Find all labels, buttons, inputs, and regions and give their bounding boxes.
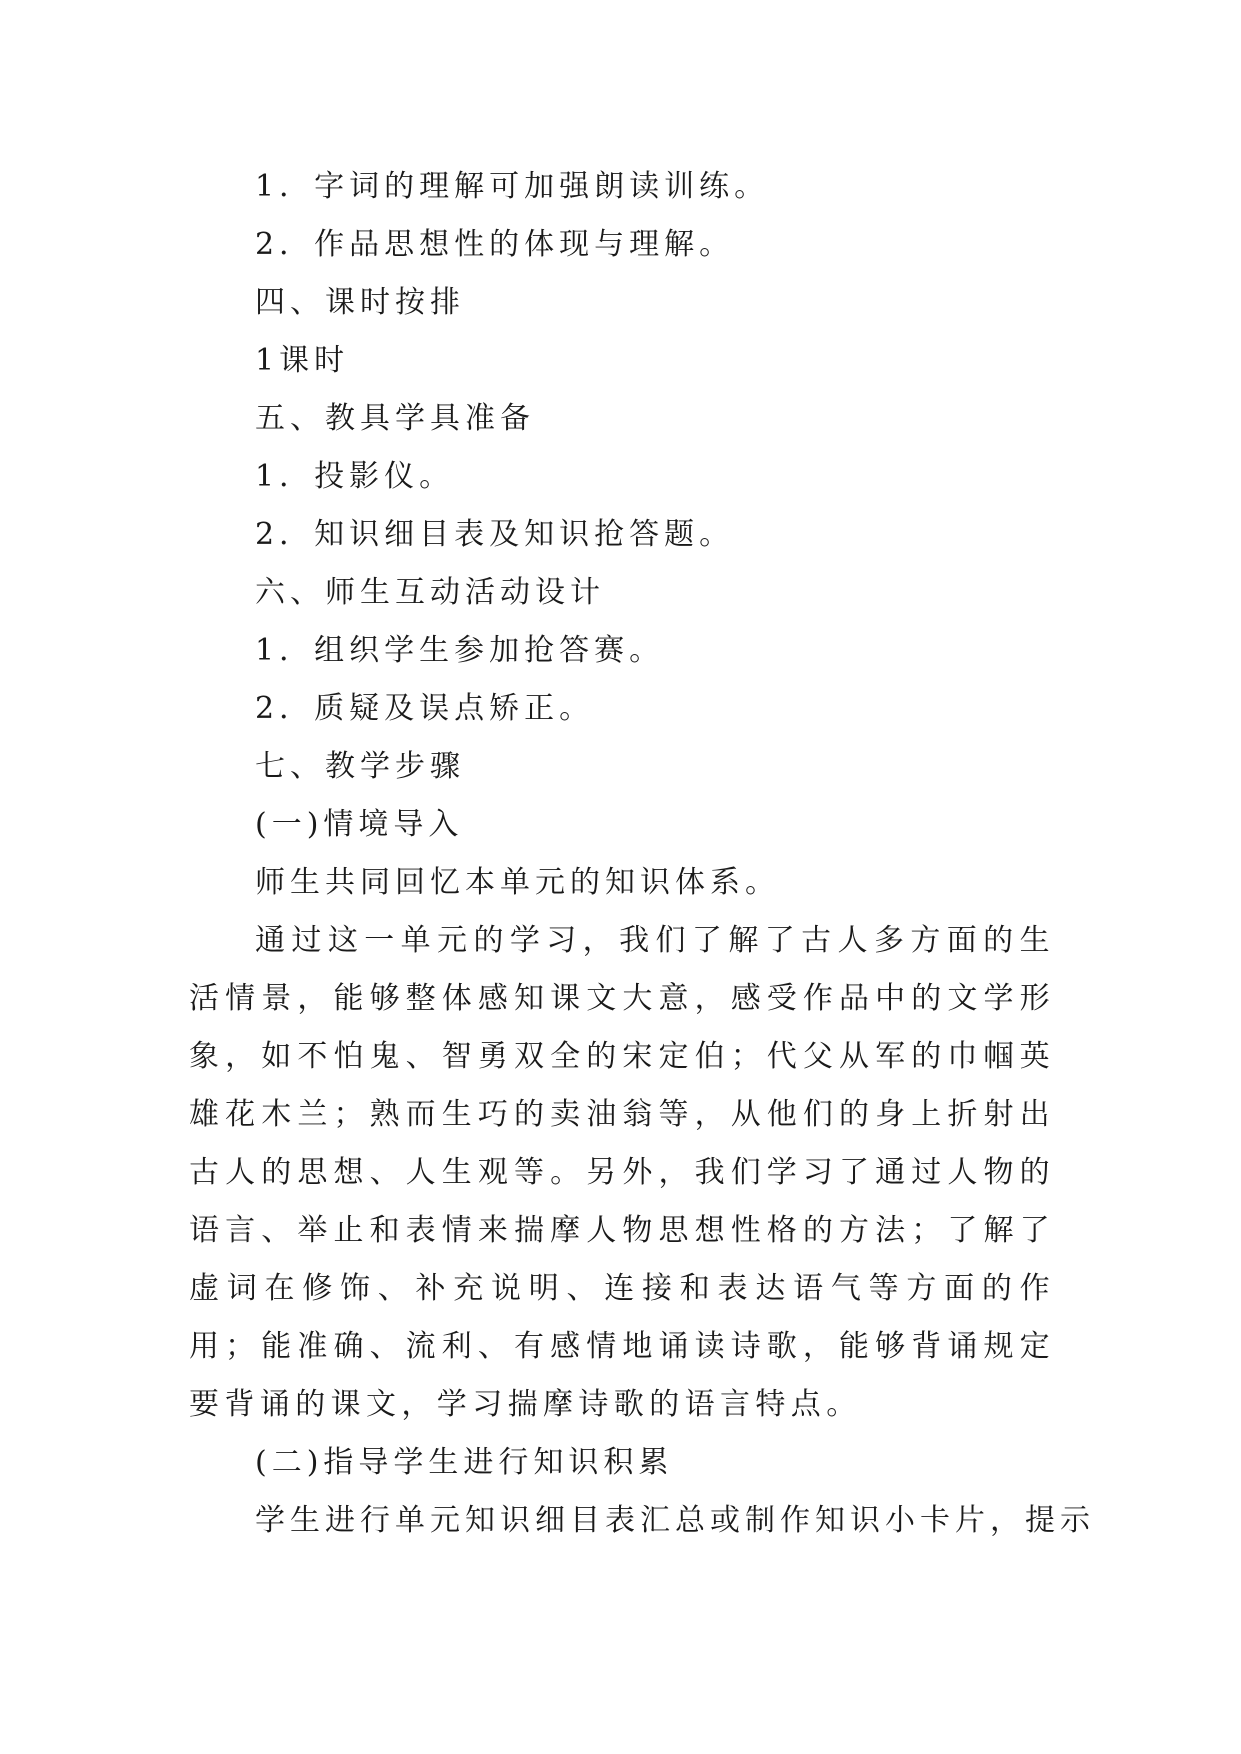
body-paragraph-start: 学生进行单元知识细目表汇总或制作知识小卡片，提示 xyxy=(255,1503,1095,1538)
section-heading: 七、教学步骤 xyxy=(255,749,465,784)
section-heading: 六、师生互动活动设计 xyxy=(255,575,605,610)
page-content xyxy=(189,158,1095,1550)
section-heading: 四、课时按排 xyxy=(255,285,465,320)
body-paragraph: 通过这一单元的学习，我们了解了古人多方面的生活情景，能够整体感知课文大意，感受作品中的文学形象，如不怕鬼、智勇双全的宋定伯；代父从军的巾帼英雄花木兰；熟而生巧的卖油翁等，从他们的身上折射出古人的思想、人生观等。另外，我们学习了通过人物的语言、举止和表情来揣摩人物思想性格的方法；了解了虚词在修饰、补充说明、连接和表达语气等方面的作用；能准确、流利、有感情地诵读诗歌，能够背诵规定要背诵的课文，学习揣摩诗歌的语言特点。 xyxy=(189,923,1055,1422)
text-line: 2．质疑及误点矫正。 xyxy=(255,691,595,726)
subsection-heading: (二)指导学生进行知识积累 xyxy=(255,1445,674,1480)
text-line: 师生共同回忆本单元的知识体系。 xyxy=(255,865,780,900)
text-line: 2．知识细目表及知识抢答题。 xyxy=(255,517,735,552)
text-line: 1．字词的理解可加强朗读训练。 xyxy=(255,169,770,204)
text-line: 1．投影仪。 xyxy=(255,459,455,494)
text-line: 1．组织学生参加抢答赛。 xyxy=(255,633,665,668)
section-heading: 五、教具学具准备 xyxy=(255,401,535,436)
subsection-heading: (一)情境导入 xyxy=(255,807,464,842)
text-line: 2．作品思想性的体现与理解。 xyxy=(255,227,735,262)
text-line: 1课时 xyxy=(255,343,350,378)
